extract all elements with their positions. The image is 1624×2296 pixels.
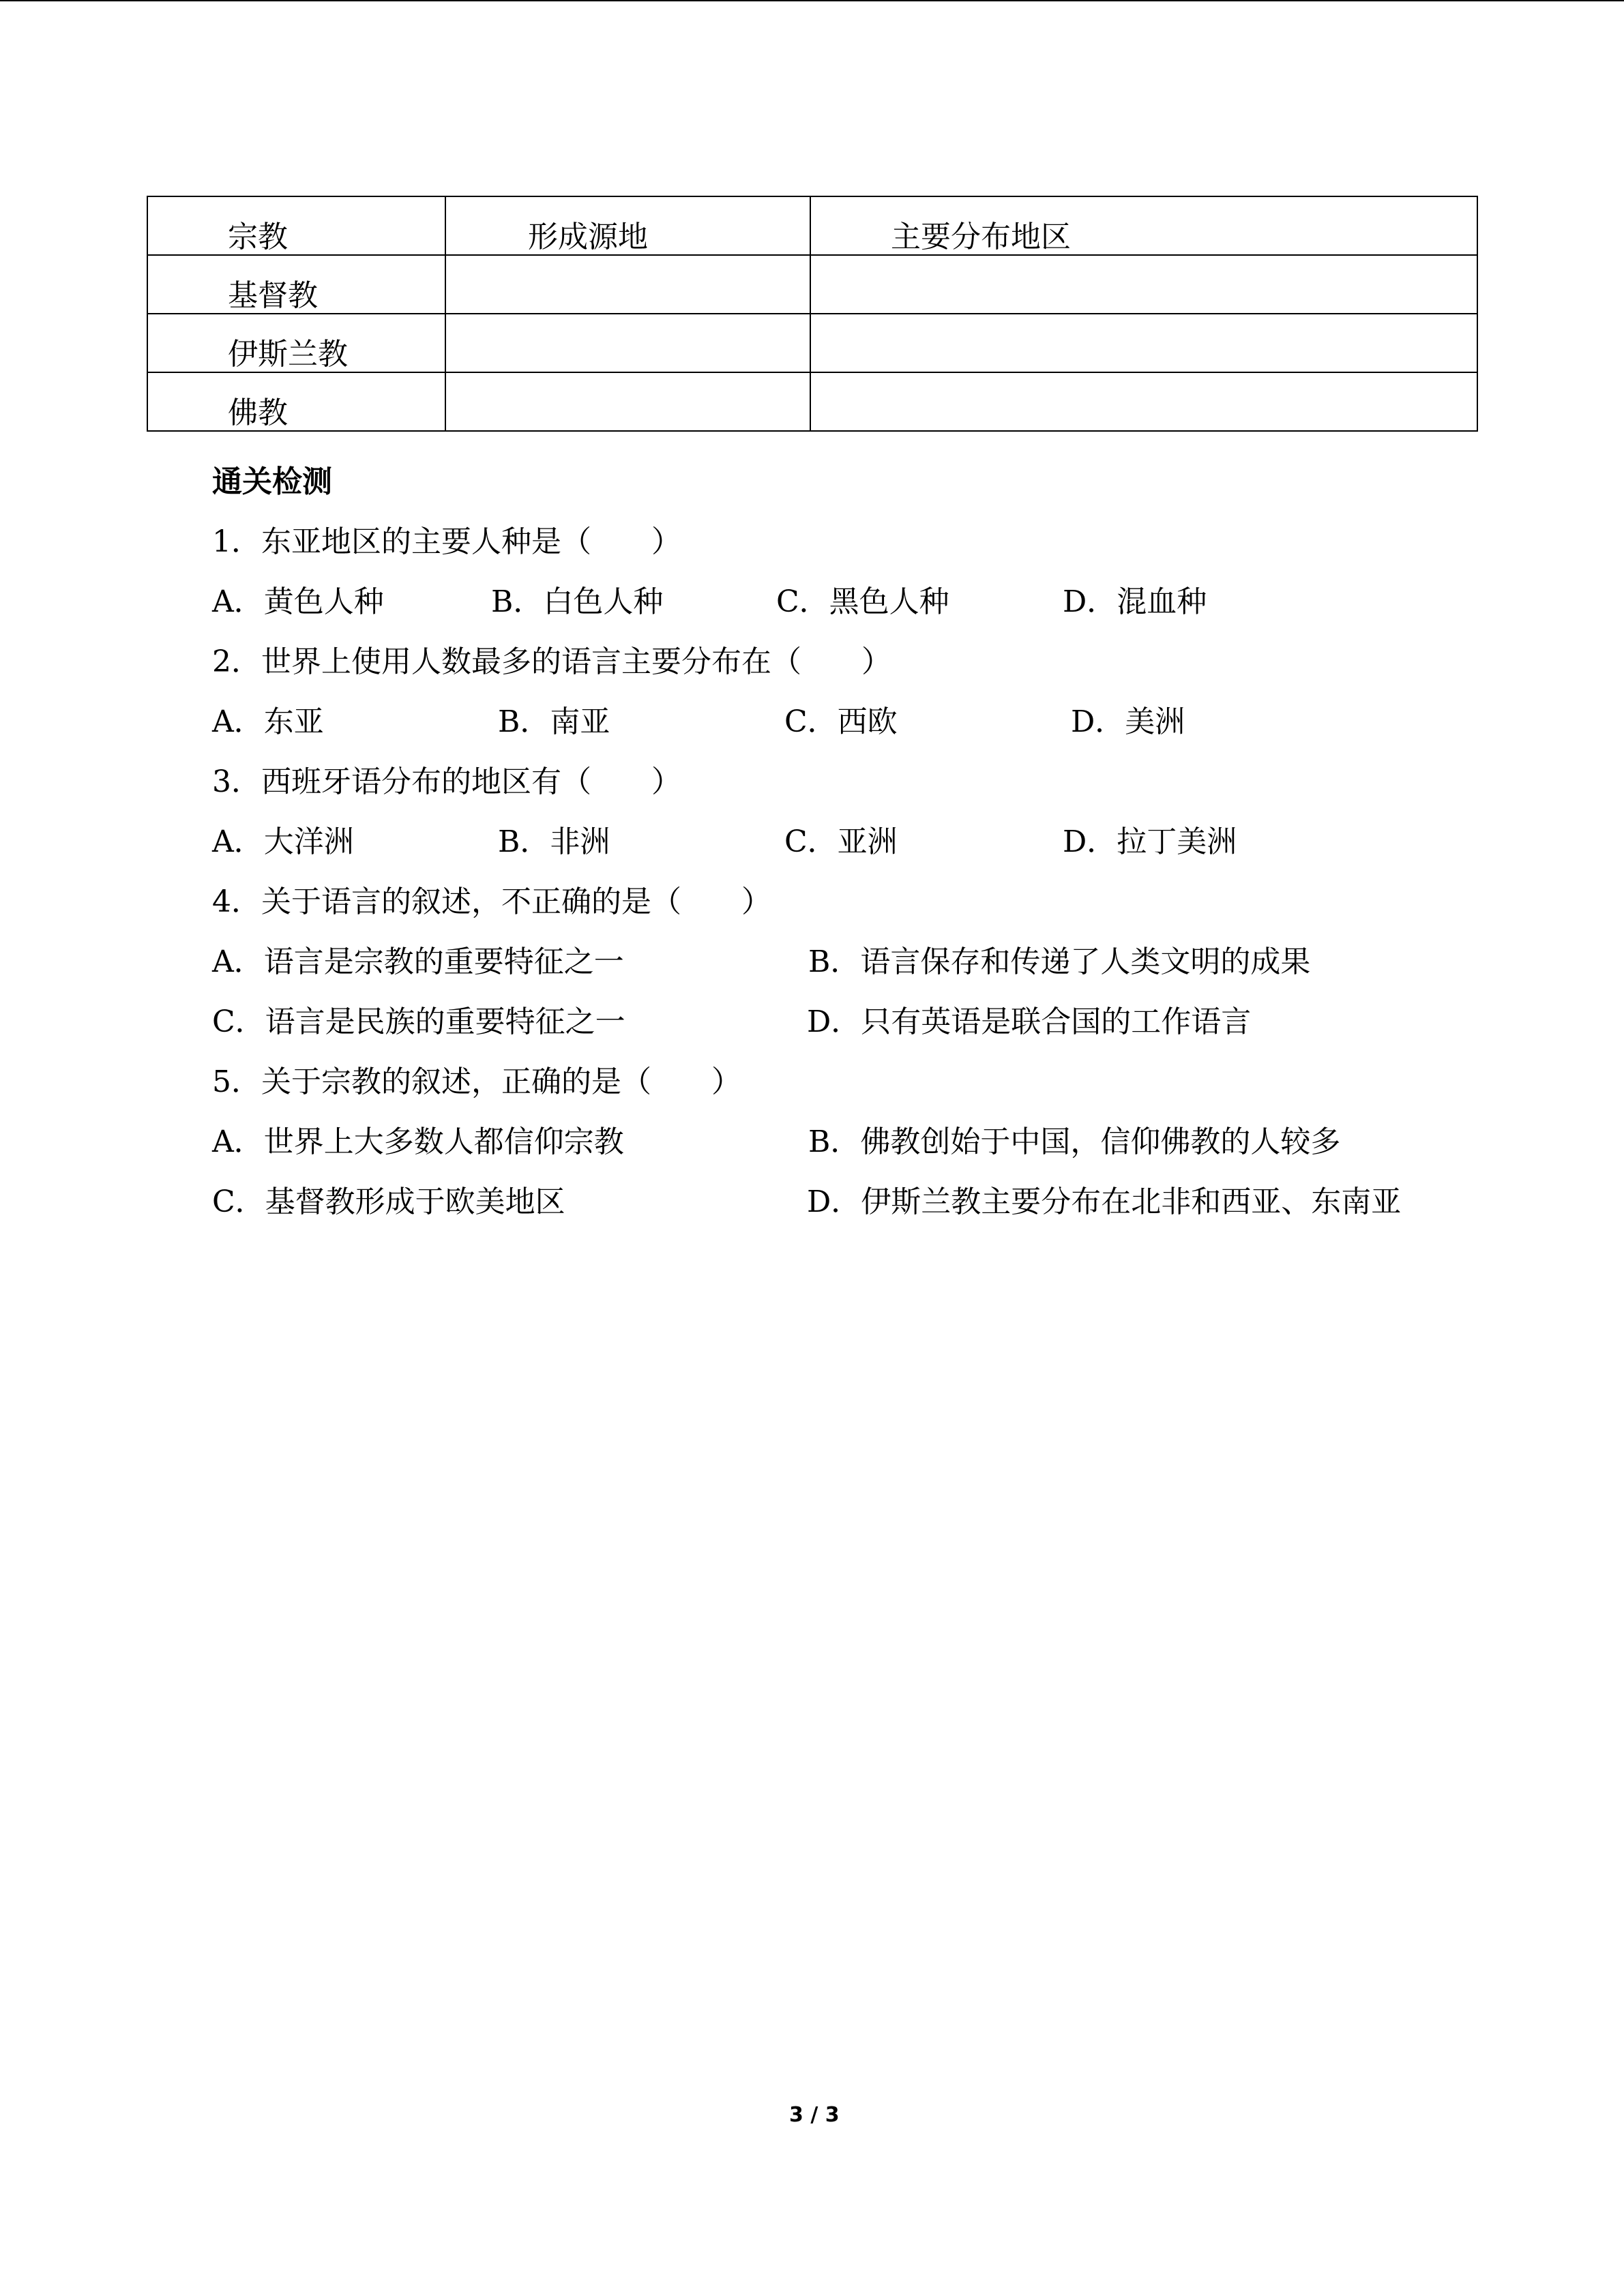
option-a: A．世界上大多数人都信仰宗教 [212,1124,624,1159]
option-a: A．语言是宗教的重要特征之一 [212,944,624,979]
option-d: D．混血种 [1063,584,1207,619]
option-c: C．西欧 [784,704,898,739]
religion-name: 基督教 [147,255,445,314]
question-stem: 3．西班牙语分布的地区有（ ） [212,764,681,799]
table-header-row [147,196,1477,255]
option-c: C．亚洲 [784,824,898,859]
header-origin: 形成源地 [445,196,810,255]
option-d: D．美洲 [1071,704,1185,739]
page-top-rule [0,0,1624,1]
option-a: A．黄色人种 [212,584,384,619]
question-stem: 1．东亚地区的主要人种是（ ） [212,524,681,559]
option-a: A．大洋洲 [212,824,354,859]
religion-name: 伊斯兰教 [147,314,445,372]
option-a: A．东亚 [212,704,324,739]
option-c: C．黑色人种 [776,584,949,619]
header-religion: 宗教 [147,196,445,255]
distribution-cell [810,255,1477,314]
religion-name: 佛教 [147,372,445,431]
distribution-cell [810,314,1477,372]
option-d: D．拉丁美洲 [1063,824,1237,859]
option-b: B．白色人种 [491,584,664,619]
page-number: 3 / 3 [789,2103,840,2127]
option-d: D．伊斯兰教主要分布在北非和西亚、东南亚 [807,1184,1402,1219]
origin-cell [445,372,810,431]
header-distribution: 主要分布地区 [810,196,1477,255]
option-b: B．佛教创始于中国，信仰佛教的人较多 [808,1124,1341,1159]
option-c: C．基督教形成于欧美地区 [212,1184,565,1219]
table-row [147,255,1477,314]
option-c: C．语言是民族的重要特征之一 [212,1004,625,1039]
question-stem: 4．关于语言的叙述，不正确的是（ ） [212,884,771,919]
table-row [147,314,1477,372]
option-b: B．南亚 [498,704,610,739]
section-title: 通关检测 [212,464,332,499]
option-b: B．语言保存和传递了人类文明的成果 [808,944,1311,979]
origin-cell [445,314,810,372]
option-d: D．只有英语是联合国的工作语言 [807,1004,1252,1039]
distribution-cell [810,372,1477,431]
table-row [147,372,1477,431]
question-stem: 5．关于宗教的叙述，正确的是（ ） [212,1064,741,1099]
option-b: B．非洲 [498,824,610,859]
religion-table [147,196,1478,432]
origin-cell [445,255,810,314]
question-stem: 2．世界上使用人数最多的语言主要分布在（ ） [212,644,891,679]
